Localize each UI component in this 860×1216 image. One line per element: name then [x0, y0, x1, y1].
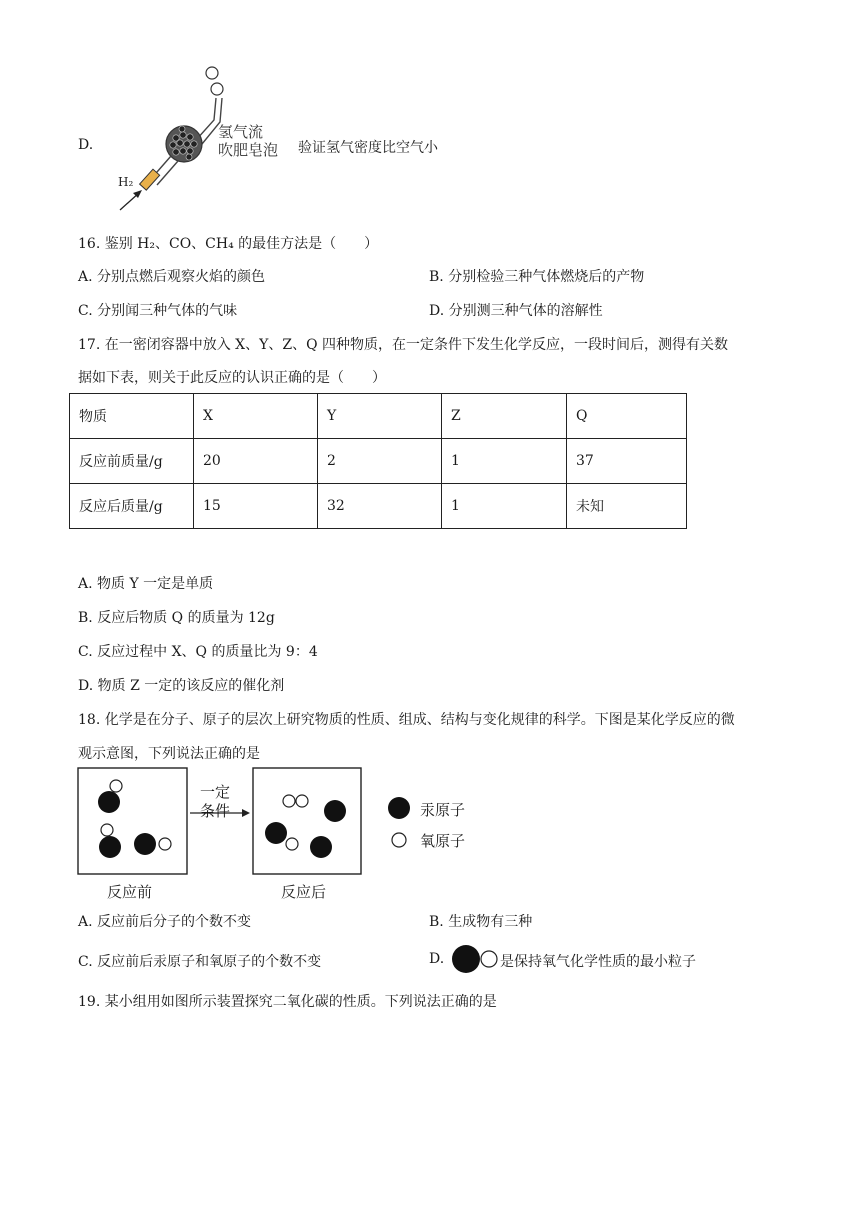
table-cell: X [194, 394, 318, 439]
table-cell: 32 [318, 484, 442, 529]
q15-option-d-label: D. [78, 137, 94, 153]
table-cell: 20 [194, 439, 318, 484]
q16-option-a: A. 分别点燃后观察火焰的颜色 [78, 269, 266, 285]
q17-option-d: D. 物质 Z 一定的该反应的催化剂 [78, 678, 285, 694]
q18-option-d-text: 是保持氧气化学性质的最小粒子 [500, 954, 696, 970]
hgo-molecule-icon [451, 944, 503, 974]
q15-option-d-text: 验证氢气密度比空气小 [298, 140, 438, 156]
q18-option-d: D. [429, 951, 445, 967]
q18-stem-line1: 18. 化学是在分子、原子的层次上研究物质的性质、组成、结构与变化规律的科学。下图是某化学反应的微 [78, 712, 735, 728]
table-cell: Y [318, 394, 442, 439]
table-cell: Z [442, 394, 567, 439]
figure-label-line2: 吹肥皂泡 [218, 141, 279, 159]
table-cell: 未知 [567, 484, 687, 529]
legend-black-label: 汞原子 [420, 801, 466, 819]
q17-stem-line2: 据如下表，则关于此反应的认识正确的是（ ） [78, 370, 386, 386]
table-cell: 15 [194, 484, 318, 529]
q17-stem-line1: 17. 在一密闭容器中放入 X、Y、Z、Q 四种物质，在一定条件下发生化学反应，一段时间后，测得有关数 [78, 337, 729, 353]
arrow-label-line2: 条件 [200, 802, 231, 820]
q16-stem: 16. 鉴别 H₂、CO、CH₄ 的最佳方法是（ ） [78, 236, 379, 252]
table-cell: 1 [442, 484, 567, 529]
table-cell: 2 [318, 439, 442, 484]
table-row [70, 484, 687, 529]
q17-option-b: B. 反应后物质 Q 的质量为 12g [78, 610, 275, 626]
legend-black-atom [388, 797, 410, 819]
q17-option-a: A. 物质 Y 一定是单质 [78, 576, 214, 592]
table-row [70, 439, 687, 484]
table-cell: 反应前质量/g [70, 439, 194, 484]
figure-label-line1: 氢气流 [218, 123, 264, 141]
table-cell: 37 [567, 439, 687, 484]
table-cell: Q [567, 394, 687, 439]
before-box [78, 768, 187, 874]
table-header-row [70, 394, 687, 439]
q16-option-c: C. 分别闻三种气体的气味 [78, 303, 238, 319]
table-cell: 物质 [70, 394, 194, 439]
q18-option-b: B. 生成物有三种 [429, 914, 533, 930]
legend-white-atom [392, 833, 406, 847]
q18-option-a: A. 反应前后分子的个数不变 [78, 914, 252, 930]
arrow-label-line1: 一定 [200, 783, 231, 801]
mass-data-table [69, 393, 687, 529]
h2-label: H₂ [118, 175, 134, 189]
q19-stem: 19. 某小组用如图所示装置探究二氧化碳的性质。下列说法正确的是 [78, 994, 497, 1010]
before-label: 反应前 [107, 883, 153, 901]
q18-stem-line2: 观示意图，下列说法正确的是 [78, 746, 260, 762]
table-cell: 1 [442, 439, 567, 484]
hydrogen-bubble-apparatus [118, 62, 298, 214]
legend-white-label: 氧原子 [420, 832, 466, 850]
after-label: 反应后 [281, 883, 327, 901]
table-cell: 反应后质量/g [70, 484, 194, 529]
q16-option-d: D. 分别测三种气体的溶解性 [429, 303, 603, 319]
q17-option-c: C. 反应过程中 X、Q 的质量比为 9：4 [78, 644, 318, 660]
reaction-micro-diagram [76, 766, 476, 876]
q16-option-b: B. 分别检验三种气体燃烧后的产物 [429, 269, 645, 285]
q18-option-c: C. 反应前后汞原子和氧原子的个数不变 [78, 954, 322, 970]
after-box [253, 768, 361, 874]
